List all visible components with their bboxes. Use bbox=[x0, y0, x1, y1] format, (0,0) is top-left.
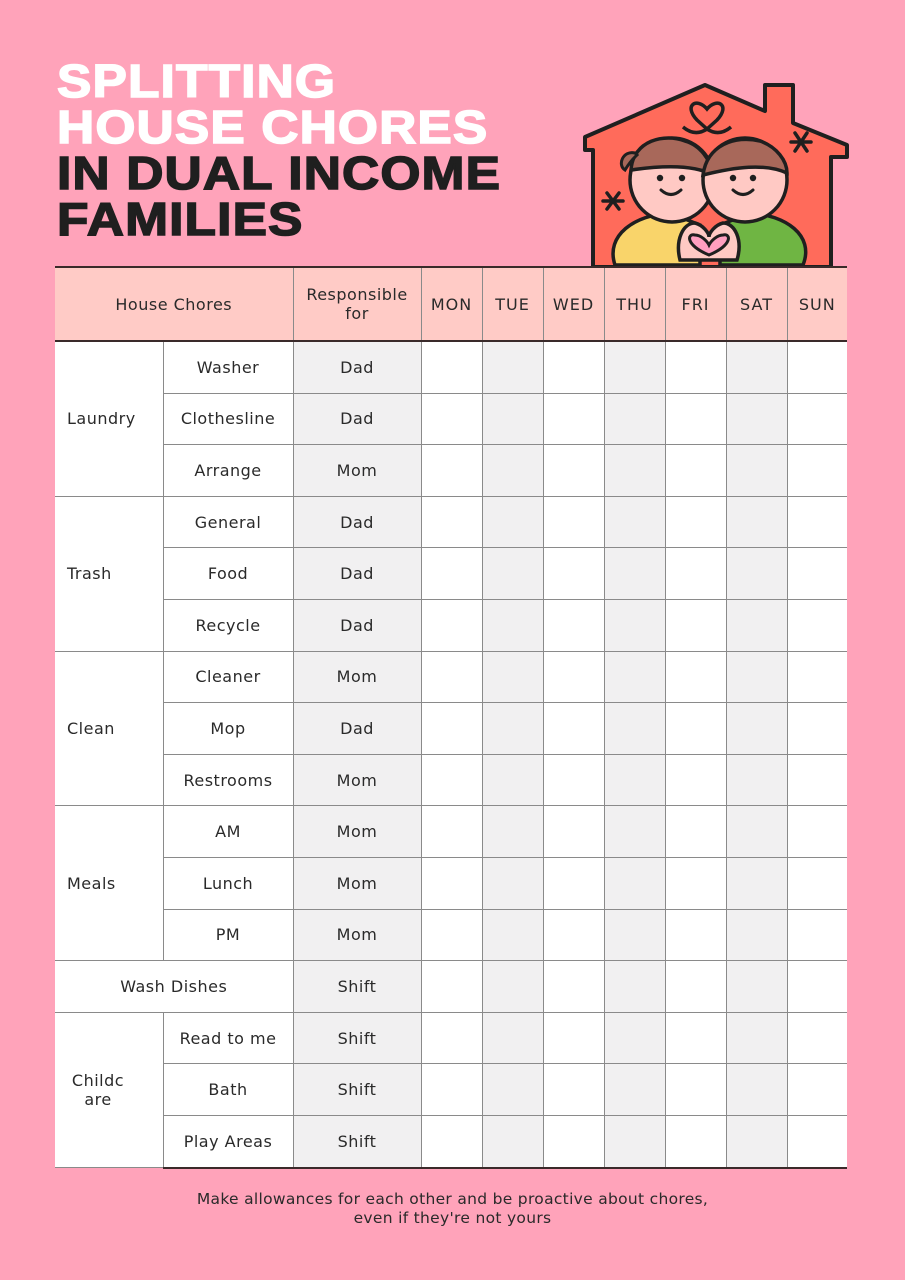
task-cell: PM bbox=[163, 909, 293, 961]
day-cell-sun[interactable] bbox=[787, 961, 847, 1013]
day-cell-sun[interactable] bbox=[787, 496, 847, 548]
header-mon: MON bbox=[421, 267, 482, 341]
page-title bbox=[57, 55, 502, 245]
day-cell-sun[interactable] bbox=[787, 909, 847, 961]
day-cell-sun[interactable] bbox=[787, 806, 847, 858]
day-cell-wed[interactable] bbox=[543, 341, 604, 393]
day-cell-wed[interactable] bbox=[543, 909, 604, 961]
day-cell-sat[interactable] bbox=[726, 1012, 787, 1064]
day-cell-tue[interactable] bbox=[482, 703, 543, 755]
table-row bbox=[55, 599, 847, 651]
task-cell: Clothesline bbox=[163, 393, 293, 445]
day-cell-thu[interactable] bbox=[604, 754, 665, 806]
day-cell-fri[interactable] bbox=[665, 599, 726, 651]
header-wed: WED bbox=[543, 267, 604, 341]
day-cell-thu[interactable] bbox=[604, 1064, 665, 1116]
day-cell-sat[interactable] bbox=[726, 1115, 787, 1167]
day-cell-mon[interactable] bbox=[421, 806, 482, 858]
table-row bbox=[55, 651, 847, 703]
header-sun: SUN bbox=[787, 267, 847, 341]
task-cell: Recycle bbox=[163, 599, 293, 651]
day-cell-fri[interactable] bbox=[665, 961, 726, 1013]
day-cell-mon[interactable] bbox=[421, 393, 482, 445]
day-cell-mon[interactable] bbox=[421, 1115, 482, 1167]
day-cell-tue[interactable] bbox=[482, 1064, 543, 1116]
table-row bbox=[55, 1115, 847, 1167]
footer-note bbox=[0, 1190, 905, 1228]
day-cell-thu[interactable] bbox=[604, 703, 665, 755]
day-cell-wed[interactable] bbox=[543, 857, 604, 909]
responsible-cell: Shift bbox=[293, 961, 421, 1013]
day-cell-tue[interactable] bbox=[482, 548, 543, 600]
day-cell-sat[interactable] bbox=[726, 857, 787, 909]
responsible-cell: Mom bbox=[293, 806, 421, 858]
title-line-3: IN DUAL INCOME bbox=[57, 147, 502, 199]
day-cell-tue[interactable] bbox=[482, 393, 543, 445]
day-cell-thu[interactable] bbox=[604, 445, 665, 497]
day-cell-mon[interactable] bbox=[421, 496, 482, 548]
day-cell-mon[interactable] bbox=[421, 961, 482, 1013]
day-cell-sat[interactable] bbox=[726, 599, 787, 651]
day-cell-fri[interactable] bbox=[665, 1012, 726, 1064]
responsible-cell: Mom bbox=[293, 445, 421, 497]
day-cell-wed[interactable] bbox=[543, 445, 604, 497]
responsible-cell: Mom bbox=[293, 909, 421, 961]
day-cell-thu[interactable] bbox=[604, 496, 665, 548]
day-cell-tue[interactable] bbox=[482, 496, 543, 548]
day-cell-mon[interactable] bbox=[421, 548, 482, 600]
task-cell: AM bbox=[163, 806, 293, 858]
responsible-cell: Dad bbox=[293, 341, 421, 393]
day-cell-sun[interactable] bbox=[787, 599, 847, 651]
day-cell-tue[interactable] bbox=[482, 341, 543, 393]
day-cell-thu[interactable] bbox=[604, 548, 665, 600]
title-line-4: FAMILIES bbox=[57, 193, 304, 245]
title-line-1: SPLITTING bbox=[57, 55, 337, 107]
day-cell-mon[interactable] bbox=[421, 857, 482, 909]
day-cell-wed[interactable] bbox=[543, 651, 604, 703]
day-cell-wed[interactable] bbox=[543, 393, 604, 445]
category-wash-dishes: Wash Dishes bbox=[55, 961, 293, 1013]
house-icon bbox=[575, 75, 860, 270]
day-cell-wed[interactable] bbox=[543, 1064, 604, 1116]
header-tue: TUE bbox=[482, 267, 543, 341]
day-cell-wed[interactable] bbox=[543, 496, 604, 548]
day-cell-mon[interactable] bbox=[421, 651, 482, 703]
category-meals: Meals bbox=[55, 806, 163, 961]
day-cell-fri[interactable] bbox=[665, 341, 726, 393]
day-cell-fri[interactable] bbox=[665, 806, 726, 858]
day-cell-thu[interactable] bbox=[604, 599, 665, 651]
day-cell-sun[interactable] bbox=[787, 651, 847, 703]
day-cell-mon[interactable] bbox=[421, 599, 482, 651]
couple-house-illustration bbox=[575, 75, 860, 270]
day-cell-tue[interactable] bbox=[482, 599, 543, 651]
day-cell-fri[interactable] bbox=[665, 1115, 726, 1167]
category-childcare bbox=[55, 1012, 163, 1167]
table-row bbox=[55, 806, 847, 858]
day-cell-sun[interactable] bbox=[787, 1115, 847, 1167]
day-cell-sat[interactable] bbox=[726, 754, 787, 806]
day-cell-sat[interactable] bbox=[726, 961, 787, 1013]
task-cell: Washer bbox=[163, 341, 293, 393]
task-cell: General bbox=[163, 496, 293, 548]
day-cell-tue[interactable] bbox=[482, 857, 543, 909]
day-cell-thu[interactable] bbox=[604, 341, 665, 393]
day-cell-fri[interactable] bbox=[665, 496, 726, 548]
responsible-cell: Shift bbox=[293, 1012, 421, 1064]
task-cell: Restrooms bbox=[163, 754, 293, 806]
day-cell-wed[interactable] bbox=[543, 703, 604, 755]
day-cell-sun[interactable] bbox=[787, 857, 847, 909]
day-cell-sun[interactable] bbox=[787, 445, 847, 497]
day-cell-sat[interactable] bbox=[726, 806, 787, 858]
table-row bbox=[55, 1064, 847, 1116]
day-cell-mon[interactable] bbox=[421, 909, 482, 961]
day-cell-sat[interactable] bbox=[726, 393, 787, 445]
day-cell-tue[interactable] bbox=[482, 1012, 543, 1064]
day-cell-tue[interactable] bbox=[482, 445, 543, 497]
day-cell-fri[interactable] bbox=[665, 548, 726, 600]
responsible-cell: Dad bbox=[293, 703, 421, 755]
day-cell-mon[interactable] bbox=[421, 1064, 482, 1116]
day-cell-tue[interactable] bbox=[482, 1115, 543, 1167]
day-cell-wed[interactable] bbox=[543, 961, 604, 1013]
day-cell-tue[interactable] bbox=[482, 754, 543, 806]
task-cell: Cleaner bbox=[163, 651, 293, 703]
day-cell-mon[interactable] bbox=[421, 445, 482, 497]
day-cell-sun[interactable] bbox=[787, 1012, 847, 1064]
day-cell-sat[interactable] bbox=[726, 703, 787, 755]
day-cell-thu[interactable] bbox=[604, 961, 665, 1013]
table-row bbox=[55, 548, 847, 600]
task-cell: Lunch bbox=[163, 857, 293, 909]
day-cell-sun[interactable] bbox=[787, 548, 847, 600]
day-cell-mon[interactable] bbox=[421, 341, 482, 393]
day-cell-fri[interactable] bbox=[665, 703, 726, 755]
chores-table bbox=[55, 266, 847, 1169]
day-cell-wed[interactable] bbox=[543, 754, 604, 806]
day-cell-sat[interactable] bbox=[726, 548, 787, 600]
task-cell: Read to me bbox=[163, 1012, 293, 1064]
table-header-row bbox=[55, 267, 847, 341]
day-cell-sat[interactable] bbox=[726, 496, 787, 548]
category-clean: Clean bbox=[55, 651, 163, 806]
header-fri: FRI bbox=[665, 267, 726, 341]
day-cell-thu[interactable] bbox=[604, 857, 665, 909]
day-cell-sat[interactable] bbox=[726, 445, 787, 497]
day-cell-wed[interactable] bbox=[543, 1115, 604, 1167]
day-cell-sat[interactable] bbox=[726, 909, 787, 961]
responsible-cell: Shift bbox=[293, 1115, 421, 1167]
footer-line-2: even if they're not yours bbox=[353, 1209, 552, 1227]
table-row bbox=[55, 1012, 847, 1064]
table-row bbox=[55, 857, 847, 909]
responsible-cell: Dad bbox=[293, 599, 421, 651]
table-row bbox=[55, 341, 847, 393]
day-cell-sat[interactable] bbox=[726, 1064, 787, 1116]
day-cell-thu[interactable] bbox=[604, 393, 665, 445]
day-cell-sat[interactable] bbox=[726, 341, 787, 393]
day-cell-tue[interactable] bbox=[482, 806, 543, 858]
day-cell-fri[interactable] bbox=[665, 393, 726, 445]
day-cell-tue[interactable] bbox=[482, 961, 543, 1013]
table-row bbox=[55, 445, 847, 497]
day-cell-mon[interactable] bbox=[421, 703, 482, 755]
table-row bbox=[55, 703, 847, 755]
day-cell-sun[interactable] bbox=[787, 754, 847, 806]
footer-line-1: Make allowances for each other and be proactive about chores, bbox=[196, 1190, 709, 1208]
day-cell-wed[interactable] bbox=[543, 1012, 604, 1064]
day-cell-sat[interactable] bbox=[726, 651, 787, 703]
day-cell-thu[interactable] bbox=[604, 1012, 665, 1064]
responsible-cell: Shift bbox=[293, 1064, 421, 1116]
day-cell-fri[interactable] bbox=[665, 754, 726, 806]
header-responsible: Responsible for bbox=[293, 267, 421, 341]
responsible-cell: Mom bbox=[293, 754, 421, 806]
day-cell-thu[interactable] bbox=[604, 651, 665, 703]
header-house-chores: House Chores bbox=[55, 267, 293, 341]
title-line-2: HOUSE CHORES bbox=[57, 101, 489, 153]
task-cell: Mop bbox=[163, 703, 293, 755]
day-cell-fri[interactable] bbox=[665, 909, 726, 961]
day-cell-thu[interactable] bbox=[604, 806, 665, 858]
day-cell-fri[interactable] bbox=[665, 445, 726, 497]
day-cell-wed[interactable] bbox=[543, 806, 604, 858]
day-cell-sun[interactable] bbox=[787, 393, 847, 445]
category-trash: Trash bbox=[55, 496, 163, 651]
category-childcare-label: Childc are bbox=[71, 1070, 125, 1109]
day-cell-mon[interactable] bbox=[421, 1012, 482, 1064]
task-cell: Bath bbox=[163, 1064, 293, 1116]
responsible-cell: Dad bbox=[293, 393, 421, 445]
responsible-cell: Dad bbox=[293, 548, 421, 600]
day-cell-wed[interactable] bbox=[543, 599, 604, 651]
category-laundry: Laundry bbox=[55, 341, 163, 496]
day-cell-tue[interactable] bbox=[482, 909, 543, 961]
day-cell-thu[interactable] bbox=[604, 909, 665, 961]
day-cell-sun[interactable] bbox=[787, 703, 847, 755]
day-cell-sun[interactable] bbox=[787, 341, 847, 393]
header-sat: SAT bbox=[726, 267, 787, 341]
day-cell-fri[interactable] bbox=[665, 857, 726, 909]
day-cell-wed[interactable] bbox=[543, 548, 604, 600]
responsible-cell: Dad bbox=[293, 496, 421, 548]
task-cell: Arrange bbox=[163, 445, 293, 497]
day-cell-fri[interactable] bbox=[665, 1064, 726, 1116]
table-row bbox=[55, 393, 847, 445]
responsible-cell: Mom bbox=[293, 651, 421, 703]
table-row bbox=[55, 961, 847, 1013]
day-cell-fri[interactable] bbox=[665, 651, 726, 703]
day-cell-tue[interactable] bbox=[482, 651, 543, 703]
table-row bbox=[55, 909, 847, 961]
responsible-cell: Mom bbox=[293, 857, 421, 909]
day-cell-sun[interactable] bbox=[787, 1064, 847, 1116]
table-row bbox=[55, 496, 847, 548]
task-cell: Food bbox=[163, 548, 293, 600]
table-row bbox=[55, 754, 847, 806]
task-cell: Play Areas bbox=[163, 1115, 293, 1167]
day-cell-thu[interactable] bbox=[604, 1115, 665, 1167]
header-thu: THU bbox=[604, 267, 665, 341]
day-cell-mon[interactable] bbox=[421, 754, 482, 806]
